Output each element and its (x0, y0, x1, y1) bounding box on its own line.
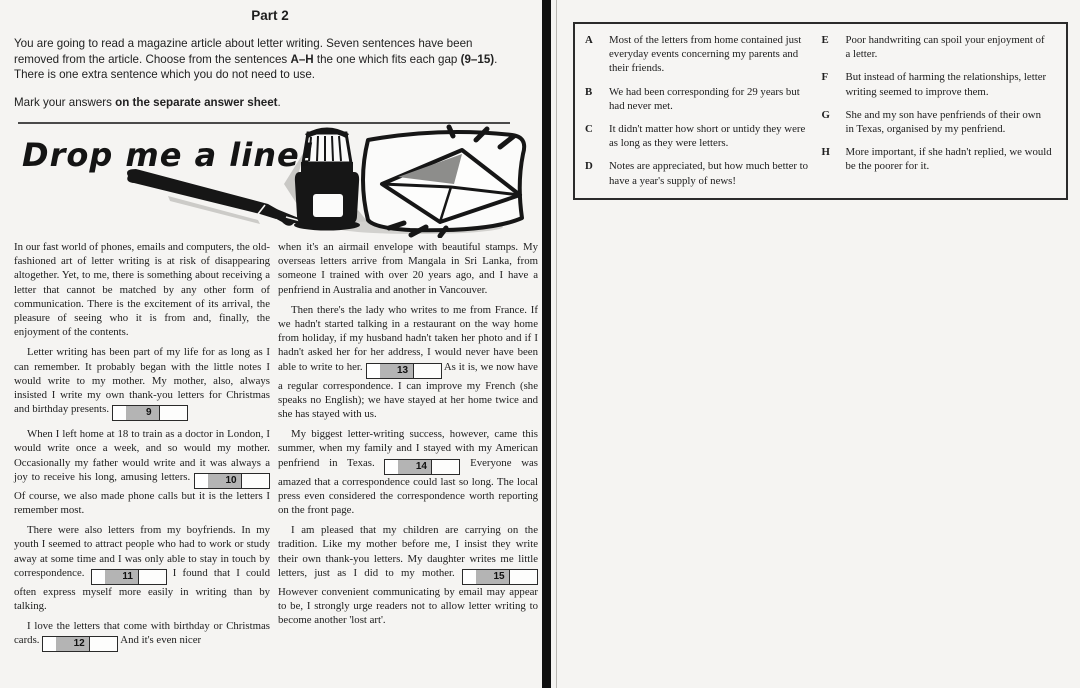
options-box (573, 22, 1068, 200)
option-letter: C (585, 123, 593, 136)
gap-number: 12 (56, 637, 90, 651)
gap-10-box (194, 473, 270, 489)
option-letter: F (821, 71, 829, 84)
paragraph-text: I love the letters that come with birthday or Christmas cards. (14, 620, 270, 647)
option-item (822, 145, 1059, 173)
paragraph-text: However convenient communicating by email may appear to be, I strongly urge readers not to allow letter writing to become another 'lost art'. (278, 585, 538, 627)
option-text: She and my son have penfriends of their own in Texas, organised by my penfriend. (845, 108, 1041, 136)
option-letter: E (821, 34, 829, 46)
gap-number: 15 (476, 570, 510, 584)
paragraph-text: My biggest letter-writing success, however, came this summer, when my family and I stayed with my American penfriend in Texas. (278, 428, 538, 469)
option-item (585, 33, 822, 76)
article-title: Drop me a line! (22, 136, 316, 174)
gap-15-box (462, 569, 538, 585)
paragraph-text: when it's an airmail envelope with beautiful stamps. My overseas letters arrive from Mangala in Sri Lanka, from someone I trained with over 20 years ago, and I have a penfriend in Australia and another in Vancouver. (278, 241, 538, 296)
paragraph-text: In our fast world of phones, emails and computers, the old-fashioned art of letter writing is at risk of disappearing altogether. Yet, to me, there is something about receiving a letter that cannot be matched by any other form of communication. There is the excitement of its arrival, the pleasure of seeing who it is from and, finally, the enjoyment of the contents. (14, 241, 270, 339)
article-paragraph (14, 619, 270, 652)
mark-answers-bold: on the separate answer sheet (115, 96, 278, 109)
instructions-text: the one which fits each gap (313, 52, 461, 66)
options-column-a-d (585, 33, 822, 198)
article-column-right (278, 240, 538, 633)
gap-answer-blank (139, 570, 166, 584)
article-paragraph (278, 240, 538, 297)
option-text: Most of the letters from home contained just everyday events concerning my parents and their friends. (609, 34, 802, 75)
option-item (585, 159, 822, 187)
option-letter: B (585, 85, 593, 98)
gap-13-box (366, 363, 442, 379)
gap-12-box (42, 636, 118, 652)
option-item (822, 70, 1059, 98)
options-column-e-h (822, 33, 1059, 198)
gap-answer-blank (90, 637, 117, 651)
article-paragraph (14, 345, 270, 421)
instructions-range-numbers: (9–15) (460, 52, 495, 66)
mark-answers-suffix: . (277, 96, 281, 109)
gap-answer-blank (160, 406, 187, 420)
paragraph-text: When I left home at 18 to train as a doctor in London, I would write once a week, and so would my mother. Occasionally my father would write and it was always a joy to receive his long, amusing letters. (14, 428, 270, 483)
gap-answer-blank (510, 570, 537, 584)
option-text: We had been corresponding for 29 years but had never met. (609, 85, 800, 112)
paragraph-text: And it's even nicer (118, 634, 202, 647)
paragraph-text: I found that I could often express myself more easily in writing than by talking. (14, 566, 270, 613)
option-letter: H (821, 146, 830, 159)
option-item (822, 108, 1059, 136)
paragraph-text: Everyone was amazed that a correspondence could last so long. The local press even considered the correspondence worth reporting on the front page. (278, 456, 538, 517)
gap-number: 11 (105, 570, 139, 584)
gap-9-box (112, 405, 188, 421)
fountain-pen-icon (127, 169, 316, 226)
option-item (585, 122, 822, 150)
paragraph-text: Of course, we also made phone calls but it is the letters I remember most. (14, 489, 270, 517)
option-item (585, 85, 822, 113)
gap-answer-blank (414, 364, 441, 378)
option-text: Poor handwriting can spoil your enjoyment of a letter. (845, 34, 1045, 61)
option-item (822, 33, 1059, 61)
paragraph-text: Then there's the lady who writes to me from France. If we hadn't started talking in a restaurant on the way home from holiday, if my husband hadn't taken her photo and if I hadn't asked her for her address, I would never have been able to write to her. (278, 303, 538, 373)
option-letter: A (585, 34, 593, 46)
paragraph-text: Letter writing has been part of my life for as long as I can remember. It probably began with the little notes I would write to my mother. My mother, also, always insisted I write my own thank-you letters for Christmas and birthday presents. (14, 346, 270, 416)
option-text: More important, if she hadn't replied, we would be the poorer for it. (845, 146, 1052, 173)
article-column-left (14, 240, 270, 658)
option-letter: D (585, 160, 593, 173)
part-label: Part 2 (251, 8, 289, 23)
article-paragraph (14, 240, 270, 339)
article-paragraph (14, 523, 270, 613)
gap-number: 13 (380, 364, 414, 378)
gap-11-box (91, 569, 167, 585)
option-text: It didn't matter how short or untidy they were as long as they were letters. (609, 123, 806, 150)
option-text: Notes are appreciated, but how much better to have a year's supply of news! (609, 160, 809, 187)
mark-answers-prefix: Mark your answers (14, 96, 116, 109)
article-paragraph (278, 523, 538, 627)
gap-answer-blank (242, 474, 269, 488)
article-title-block (0, 124, 540, 238)
right-page (557, 0, 1080, 688)
page-spine (542, 0, 551, 688)
gap-number: 10 (208, 474, 242, 488)
article-paragraph (14, 427, 270, 517)
gap-answer-blank (432, 460, 459, 474)
task-instructions (14, 36, 519, 83)
gap-14-box (384, 459, 460, 475)
paragraph-text: As it is, we now have a regular correspondence. I can improve my French (she speaks no English); we have stayed at her home twice and she has stayed with us. (278, 360, 538, 421)
paragraph-text: I am pleased that my children are carrying on the tradition. Like my mother before me, I insist they write their own thank-you letters. My daughter writes me little letters, just as I did to my mother. (278, 524, 538, 579)
instructions-range-letters: A–H (290, 52, 314, 66)
article-paragraph (278, 303, 538, 421)
article-paragraph (278, 427, 538, 517)
option-text: But instead of harming the relationships, letter writing seemed to improve them. (845, 71, 1047, 98)
mark-answers-note (14, 96, 519, 109)
instructions-text: . There is one extra sentence which you do not need to use. (14, 52, 498, 81)
option-letter: G (821, 108, 830, 121)
paragraph-text: There were also letters from my boyfriends. In my youth I seemed to attract people who had to work or study away at some time and I was only able to stay in touch by correspondence. (14, 524, 270, 579)
instructions-text: You are going to read a magazine article about letter writing. Seven sentences have been removed from the article. Choose from the sentences (14, 37, 473, 66)
gap-number: 9 (126, 406, 160, 420)
gap-number: 14 (398, 460, 432, 474)
